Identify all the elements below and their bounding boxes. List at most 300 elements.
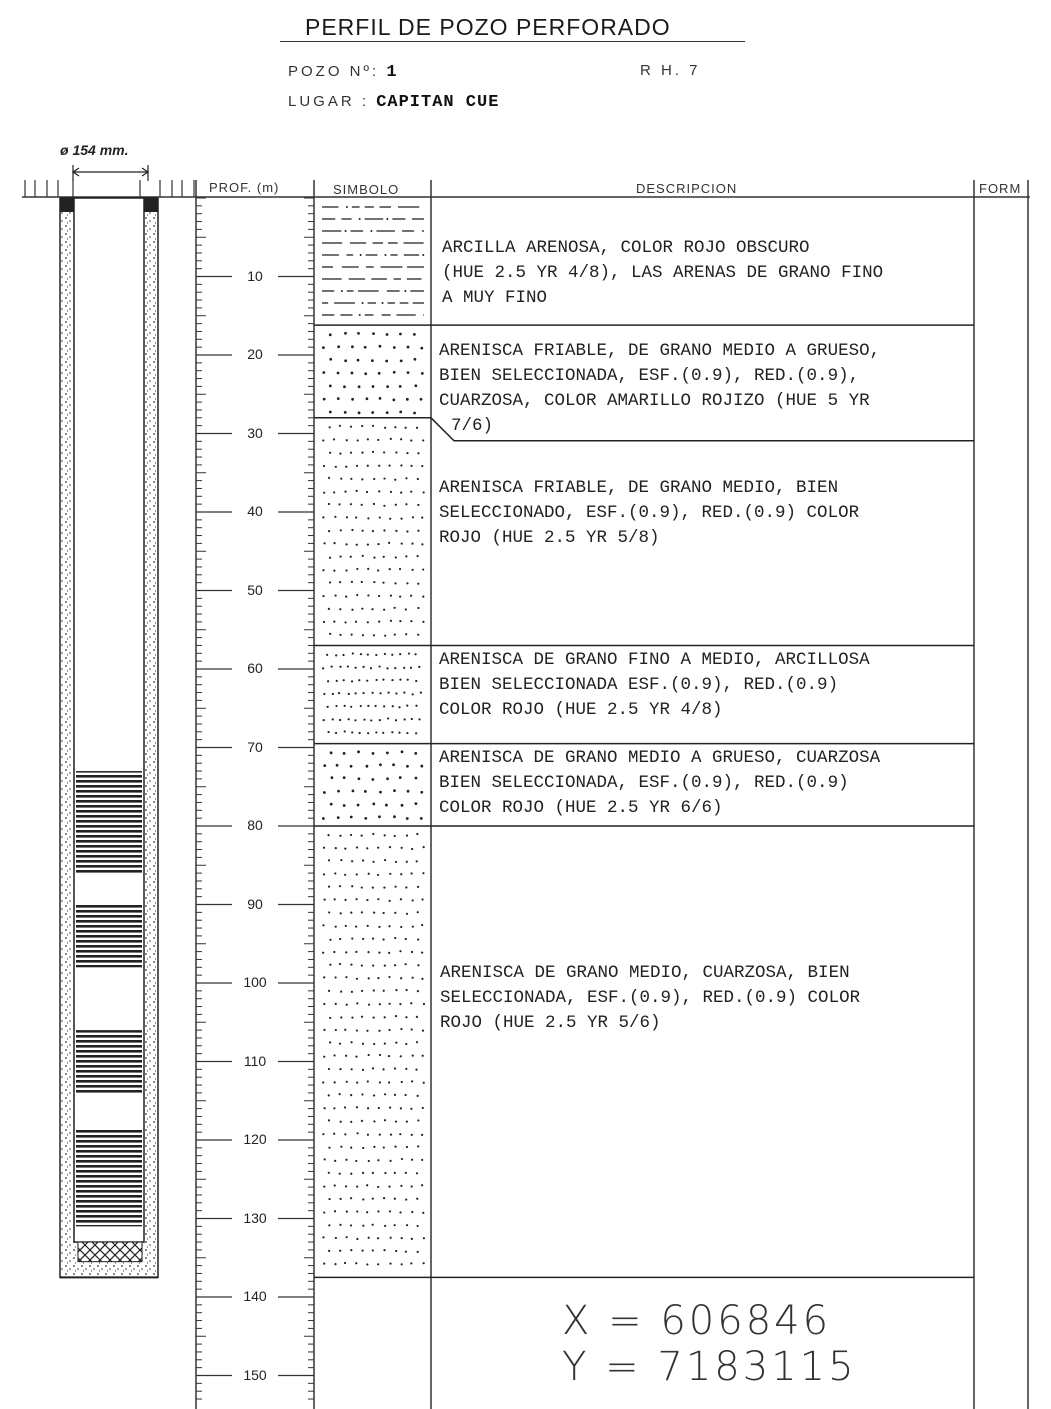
rh-code: R H. 7 — [640, 62, 701, 79]
sand-dot — [328, 1068, 330, 1070]
sand-dot — [420, 692, 422, 694]
sand-dot — [359, 732, 361, 734]
sand-dot — [377, 439, 379, 441]
sand-dot — [346, 206, 348, 208]
lugar-value: CAPITAN CUE — [376, 93, 500, 112]
sand-dot — [345, 230, 347, 232]
sand-dot — [356, 465, 358, 467]
sand-dot — [344, 411, 347, 414]
sand-dot — [334, 872, 336, 874]
sand-dot — [336, 680, 338, 682]
sand-dot — [417, 452, 419, 454]
sand-dot — [401, 1081, 403, 1083]
depth-label: 120 — [243, 1131, 267, 1147]
sand-dot — [389, 1003, 391, 1005]
sand-dot — [362, 530, 364, 532]
sand-dot — [339, 835, 341, 837]
sand-dot — [406, 1146, 408, 1148]
sand-dot — [415, 732, 417, 734]
sand-dot — [416, 833, 418, 835]
sand-dot — [368, 1237, 370, 1239]
sand-dot — [368, 1160, 370, 1162]
sand-dot — [337, 816, 340, 819]
description-line: BIEN SELECCIONADA, ESF.(0.9), RED.(0.9), — [439, 366, 860, 386]
sand-dot — [400, 1185, 402, 1187]
sand-dot — [378, 620, 380, 622]
sand-dot — [332, 718, 334, 720]
sand-dot — [377, 1237, 379, 1239]
sand-dot — [373, 1120, 375, 1122]
sand-dot — [395, 692, 397, 694]
sand-dot — [405, 1068, 407, 1070]
sand-dot — [406, 817, 409, 820]
sand-dot — [323, 847, 325, 849]
sand-dot — [394, 479, 396, 481]
sand-dot — [328, 1172, 330, 1174]
depth-label: 40 — [247, 503, 263, 519]
sand-dot — [406, 705, 408, 707]
sand-dot — [415, 680, 417, 682]
sand-dot — [334, 1081, 336, 1083]
sand-dot — [371, 359, 374, 362]
sand-dot — [401, 847, 403, 849]
sand-dot — [401, 804, 404, 807]
sand-dot — [387, 692, 389, 694]
sand-dot — [400, 518, 402, 520]
sand-dot — [350, 1224, 352, 1226]
sand-dot — [360, 653, 362, 655]
depth-label: 60 — [247, 660, 263, 676]
sand-dot — [340, 912, 342, 914]
sand-dot — [322, 667, 324, 669]
sand-dot — [365, 765, 368, 768]
sand-dot — [391, 731, 393, 733]
sand-dot — [384, 1042, 386, 1044]
sand-dot — [351, 731, 353, 733]
sand-dot — [383, 1249, 385, 1251]
sand-dot — [329, 452, 331, 454]
sand-dot — [361, 964, 363, 966]
sand-dot — [333, 621, 335, 623]
sand-dot — [421, 543, 423, 545]
depth-label: 80 — [247, 817, 263, 833]
sand-dot — [350, 556, 352, 558]
sand-dot — [411, 543, 413, 545]
sand-dot — [329, 1017, 331, 1019]
sand-dot — [351, 529, 353, 531]
sand-dot — [343, 804, 346, 807]
sand-dot — [323, 621, 325, 623]
sand-dot — [356, 1081, 358, 1083]
sand-dot — [377, 1159, 379, 1161]
sand-dot — [333, 569, 335, 571]
sand-dot — [403, 692, 405, 694]
sand-dot — [399, 679, 401, 681]
sand-dot — [410, 465, 412, 467]
sand-dot — [421, 465, 423, 467]
sand-dot — [382, 938, 384, 940]
sand-dot — [357, 1132, 359, 1134]
sand-dot — [394, 937, 396, 939]
sand-dot — [370, 230, 372, 232]
sand-dot — [423, 1262, 425, 1264]
layer-description-1 — [442, 236, 966, 311]
sand-dot — [379, 692, 381, 694]
sand-dot — [362, 1198, 364, 1200]
sand-dot — [366, 1184, 368, 1186]
sand-dot — [355, 692, 357, 694]
sand-dot — [416, 1041, 418, 1043]
sand-dot — [364, 372, 367, 375]
sand-dot — [407, 371, 410, 374]
sand-dot — [386, 333, 389, 336]
sand-dot — [384, 1016, 386, 1018]
sand-dot — [363, 719, 365, 721]
sand-dot — [335, 466, 337, 468]
sand-dot — [374, 705, 376, 707]
sand-dot — [367, 925, 369, 927]
sand-dot — [386, 218, 388, 220]
sand-dot — [329, 964, 331, 966]
sand-dot — [383, 705, 385, 707]
sand-dot — [358, 679, 360, 681]
sand-dot — [420, 398, 423, 401]
sand-dot — [323, 492, 325, 494]
sand-dot — [394, 634, 396, 636]
sand-dot — [368, 977, 370, 979]
sand-dot — [392, 763, 395, 766]
sand-dot — [366, 899, 368, 901]
sand-dot — [411, 1185, 413, 1187]
sand-dot — [379, 763, 382, 766]
sand-dot — [351, 1017, 353, 1019]
sand-dot — [334, 1160, 336, 1162]
sand-dot — [342, 654, 344, 656]
sand-dot — [417, 1251, 419, 1253]
sand-dot — [344, 332, 347, 335]
sand-dot — [410, 595, 412, 597]
sand-dot — [354, 719, 356, 721]
sand-dot — [335, 705, 337, 707]
sand-dot — [361, 990, 363, 992]
description-line: SELECCIONADA, ESF.(0.9), RED.(0.9) COLOR — [440, 988, 861, 1008]
sand-dot — [323, 1003, 325, 1005]
sand-dot — [367, 438, 369, 440]
sand-dot — [324, 1158, 326, 1160]
sand-dot — [390, 491, 392, 493]
sand-dot — [373, 989, 375, 991]
sand-dot — [415, 802, 418, 805]
depth-label: 140 — [243, 1288, 267, 1304]
sand-dot — [362, 302, 364, 304]
description-line: SELECCIONADO, ESF.(0.9), RED.(0.9) COLOR — [439, 503, 860, 523]
sand-dot — [322, 346, 325, 349]
sand-dot — [379, 1003, 381, 1005]
sand-dot — [348, 718, 350, 720]
sand-dot — [357, 332, 360, 335]
sand-dot — [328, 1198, 330, 1200]
sand-dot — [411, 1080, 413, 1082]
sand-dot — [322, 371, 325, 374]
sand-dot — [410, 439, 412, 441]
sand-dot — [351, 634, 353, 636]
sand-dot — [343, 679, 345, 681]
sand-dot — [322, 516, 324, 518]
sand-dot — [343, 776, 346, 779]
sand-dot — [368, 1054, 370, 1056]
sand-dot — [383, 912, 385, 914]
sand-dot — [401, 1237, 403, 1239]
sand-dot — [366, 847, 368, 849]
sand-dot — [406, 1120, 408, 1122]
sand-dot — [338, 692, 340, 694]
sand-dot — [373, 1043, 375, 1045]
sand-dot — [362, 1172, 364, 1174]
sand-dot — [405, 1016, 407, 1018]
sand-dot — [345, 1159, 347, 1161]
sand-dot — [352, 789, 355, 792]
sand-dot — [339, 1224, 341, 1226]
well-construction — [60, 198, 158, 1277]
sand-dot — [372, 1067, 374, 1069]
sand-dot — [334, 1184, 336, 1186]
sand-dot — [411, 1211, 413, 1213]
sand-dot — [340, 1016, 342, 1018]
sand-dot — [422, 1030, 424, 1032]
top-ruler-ticks — [25, 180, 194, 197]
sand-dot — [328, 859, 330, 861]
sand-dot — [329, 1041, 331, 1043]
sand-dot — [390, 438, 392, 440]
sand-dot — [351, 372, 354, 375]
sand-dot — [367, 594, 369, 596]
sand-dot — [356, 1106, 358, 1108]
sand-dot — [351, 345, 354, 348]
sand-dot — [390, 620, 392, 622]
sand-dot — [394, 1224, 396, 1226]
sand-dot — [412, 1055, 414, 1057]
sand-dot — [367, 732, 369, 734]
sand-dot — [339, 963, 341, 965]
sand-dot — [367, 1080, 369, 1082]
sand-dot — [322, 924, 324, 926]
sand-dot — [399, 1211, 401, 1213]
sand-dot — [337, 397, 340, 400]
sand-dot — [415, 1069, 417, 1071]
sand-dot — [355, 898, 357, 900]
sand-dot — [388, 1055, 390, 1057]
sand-dot — [383, 451, 385, 453]
sand-dot — [344, 874, 346, 876]
sand-dot — [378, 815, 381, 818]
sand-dot — [417, 607, 419, 609]
sand-dot — [389, 846, 391, 848]
sand-dot — [339, 425, 341, 427]
sand-dot — [372, 1198, 374, 1200]
sand-dot — [367, 517, 369, 519]
sand-dot — [328, 530, 330, 532]
sand-dot — [339, 1068, 341, 1070]
sand-dot — [335, 1003, 337, 1005]
sand-dot — [355, 621, 357, 623]
sand-dot — [399, 776, 402, 779]
sand-dot — [371, 411, 374, 414]
sand-dot — [384, 859, 386, 861]
sand-dot — [357, 439, 359, 441]
sand-dot — [373, 581, 375, 583]
coordinate-y: Y = 7183115 — [562, 1344, 857, 1390]
sand-dot — [388, 1029, 390, 1031]
sand-dot — [360, 254, 362, 256]
sand-dot — [413, 412, 416, 415]
sand-dot — [370, 719, 372, 721]
surface-seal — [144, 198, 158, 212]
sand-dot — [394, 426, 396, 428]
sand-dot — [350, 452, 352, 454]
sand-dot — [399, 653, 401, 655]
sand-dot — [367, 1107, 369, 1109]
column-header-prof: PROF. (m) — [209, 180, 280, 195]
sand-dot — [378, 926, 380, 928]
sand-dot — [379, 1134, 381, 1136]
sand-dot — [357, 750, 360, 753]
sand-dot — [411, 718, 413, 720]
sand-dot — [389, 568, 391, 570]
sand-dot — [333, 1054, 335, 1056]
sand-dot — [405, 963, 407, 965]
sand-dot — [387, 717, 389, 719]
sand-dot — [344, 848, 346, 850]
sand-dot — [413, 358, 416, 361]
sand-dot — [333, 438, 335, 440]
sand-dot — [339, 719, 341, 721]
sand-dot — [405, 503, 407, 505]
sand-dot — [379, 345, 382, 348]
sand-dot — [359, 218, 361, 220]
sand-dot — [328, 503, 330, 505]
sand-dot — [378, 372, 381, 375]
pozo-label: POZO Nº: — [288, 63, 380, 80]
sand-dot — [383, 529, 385, 531]
sand-dot — [351, 581, 353, 583]
sand-dot — [367, 1134, 369, 1136]
sand-dot — [417, 1095, 419, 1097]
sand-dot — [395, 451, 397, 453]
sand-dot — [340, 859, 342, 861]
screen-filter — [76, 771, 142, 873]
sand-dot — [415, 777, 418, 780]
sand-dot — [410, 491, 412, 493]
sand-dot — [416, 427, 418, 429]
sand-dot — [331, 665, 333, 667]
sand-dot — [389, 1262, 391, 1264]
sand-dot — [405, 1043, 407, 1045]
sand-dot — [356, 594, 358, 596]
depth-label: 10 — [247, 267, 263, 284]
sand-dot — [377, 1263, 379, 1265]
sand-dot — [404, 718, 406, 720]
sand-dot — [401, 542, 403, 544]
sand-dot — [344, 359, 347, 362]
sand-dot — [350, 1094, 352, 1096]
sand-dot — [367, 543, 369, 545]
sand-dot — [340, 1121, 342, 1123]
sand-dot — [367, 951, 369, 953]
sand-dot — [362, 1147, 364, 1149]
sand-dot — [405, 477, 407, 479]
sand-dot — [388, 952, 390, 954]
sand-dot — [323, 764, 326, 767]
sand-dot — [327, 706, 329, 708]
sand-dot — [334, 516, 336, 518]
sand-dot — [372, 425, 374, 427]
lugar-field — [288, 93, 499, 112]
sand-dot — [422, 872, 424, 874]
sand-dot — [328, 1250, 330, 1252]
sand-dot — [357, 359, 360, 362]
surface-seal — [60, 198, 74, 212]
sand-dot — [330, 803, 333, 806]
sand-dot — [358, 385, 361, 388]
sand-dot — [341, 290, 343, 292]
sand-dot — [327, 680, 329, 682]
sand-dot — [362, 859, 364, 861]
sand-dot — [373, 478, 375, 480]
sand-dot — [361, 478, 363, 480]
sand-dot — [417, 964, 419, 966]
sand-dot — [344, 1106, 346, 1108]
sand-dot — [384, 653, 386, 655]
sand-dot — [377, 1210, 379, 1212]
bottom-plug — [78, 1242, 142, 1262]
sand-dot — [399, 1133, 401, 1135]
sand-dot — [328, 477, 330, 479]
sand-dot — [406, 1224, 408, 1226]
sand-dot — [355, 516, 357, 518]
sand-dot — [399, 1003, 401, 1005]
sand-dot — [334, 898, 336, 900]
sand-dot — [386, 667, 388, 669]
sand-dot — [368, 1004, 370, 1006]
sand-dot — [394, 1146, 396, 1148]
sand-dot — [324, 1107, 326, 1109]
sand-dot — [362, 692, 364, 694]
sand-dot — [401, 1263, 403, 1265]
sand-dot — [343, 385, 346, 388]
sand-dot — [416, 1172, 418, 1174]
sand-dot — [331, 776, 334, 779]
sand-dot — [407, 790, 410, 793]
sand-dot — [366, 680, 368, 682]
sand-dot — [421, 951, 423, 953]
sand-dot — [400, 898, 402, 900]
sand-dot — [323, 1029, 325, 1031]
sand-dot — [372, 752, 375, 755]
sand-dot — [344, 899, 346, 901]
sand-dot — [384, 1172, 386, 1174]
sand-dot — [378, 1107, 380, 1109]
sand-dot — [328, 1119, 330, 1121]
sand-dot — [405, 989, 407, 991]
sand-dot — [379, 1054, 381, 1056]
sand-dot — [339, 666, 341, 668]
sand-dot — [411, 1238, 413, 1240]
sand-dot — [405, 555, 407, 557]
sand-dot — [378, 1030, 380, 1032]
sand-dot — [394, 912, 396, 914]
sand-dot — [360, 705, 362, 707]
sand-dot — [355, 1262, 357, 1264]
